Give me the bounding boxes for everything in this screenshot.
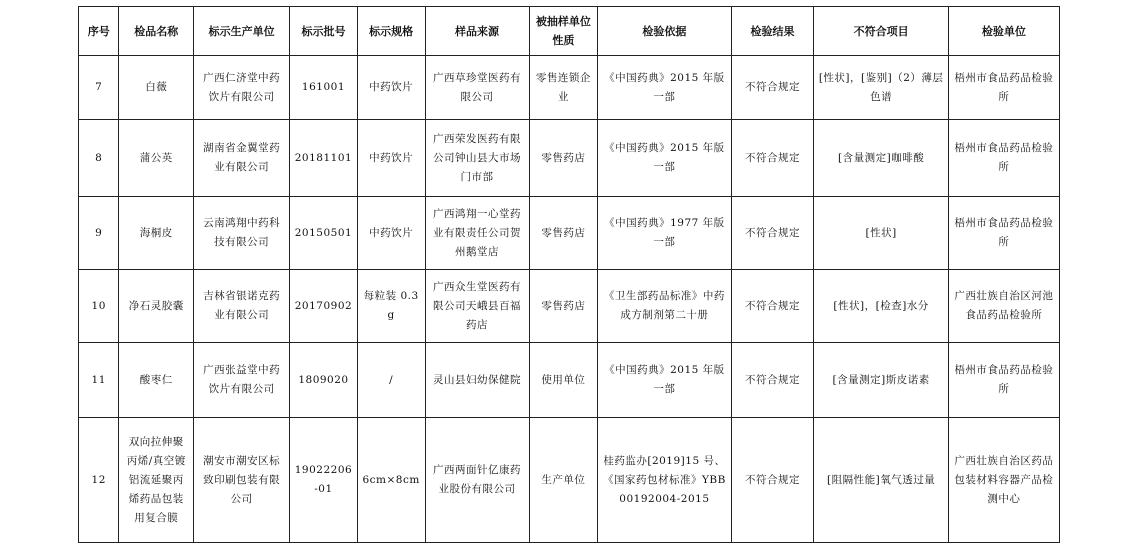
cell-lab: 广西壮族自治区药品包装材料容器产品检测中心 [948,418,1059,543]
header-nature: 被抽样单位性质 [529,7,598,56]
table-row [79,120,1060,197]
cell-maker: 湖南省金翼堂药业有限公司 [194,120,290,197]
cell-batch: 19022206-01 [290,418,358,543]
cell-lab: 梧州市食品药品检验所 [948,120,1059,197]
cell-spec: 每粒装 0.3g [357,270,425,343]
cell-lab: 广西壮族自治区河池食品药品检验所 [948,270,1059,343]
header-lab: 检验单位 [948,7,1059,56]
cell-name: 蒲公英 [119,120,194,197]
cell-name: 双向拉伸聚丙烯/真空镀铝流延聚丙烯药品包装用复合膜 [119,418,194,543]
cell-source: 广西鸿翔一心堂药业有限责任公司贺州鹅堂店 [425,197,529,270]
table-row [79,418,1060,543]
cell-nature: 零售药店 [529,270,598,343]
cell-result: 不符合规定 [731,120,814,197]
cell-name: 海桐皮 [119,197,194,270]
header-result: 检验结果 [731,7,814,56]
cell-source: 广西两面针亿康药业股份有限公司 [425,418,529,543]
header-row [79,7,1060,56]
cell-result: 不符合规定 [731,56,814,120]
cell-batch: 20170902 [290,270,358,343]
cell-maker: 潮安市潮安区标致印刷包装有限公司 [194,418,290,543]
header-source: 样品来源 [425,7,529,56]
table-row [79,270,1060,343]
cell-spec: 中药饮片 [357,56,425,120]
cell-nature: 零售连锁企业 [529,56,598,120]
cell-result: 不符合规定 [731,270,814,343]
cell-source: 灵山县妇幼保健院 [425,343,529,418]
cell-spec: 中药饮片 [357,120,425,197]
cell-source: 广西荣发医药有限公司钟山县大市场门市部 [425,120,529,197]
cell-name: 净石灵胶囊 [119,270,194,343]
cell-batch: 20150501 [290,197,358,270]
cell-basis: 《中国药典》2015 年版一部 [598,120,731,197]
cell-batch: 161001 [290,56,358,120]
cell-item: [阻隔性能]氧气透过量 [814,418,948,543]
cell-nature: 生产单位 [529,418,598,543]
cell-lab: 梧州市食品药品检验所 [948,197,1059,270]
cell-seq: 11 [79,343,119,418]
cell-item: [性状]，[鉴别]（2）薄层色谱 [814,56,948,120]
cell-basis: 《卫生部药品标准》中药成方制剂第二十册 [598,270,731,343]
cell-seq: 7 [79,56,119,120]
cell-maker: 广西仁济堂中药饮片有限公司 [194,56,290,120]
cell-spec: 中药饮片 [357,197,425,270]
cell-source: 广西众生堂医药有限公司天峨县百福药店 [425,270,529,343]
inspection-table [78,6,1060,543]
cell-name: 酸枣仁 [119,343,194,418]
cell-maker: 云南鸿翔中药科技有限公司 [194,197,290,270]
table-row [79,197,1060,270]
cell-name: 白薇 [119,56,194,120]
header-seq: 序号 [79,7,119,56]
table-row [79,343,1060,418]
cell-source: 广西草珍堂医药有限公司 [425,56,529,120]
cell-lab: 梧州市食品药品检验所 [948,343,1059,418]
cell-basis: 《中国药典》2015 年版一部 [598,343,731,418]
cell-nature: 使用单位 [529,343,598,418]
cell-item: [性状]，[检查]水分 [814,270,948,343]
cell-maker: 吉林省银诺克药业有限公司 [194,270,290,343]
header-spec: 标示规格 [357,7,425,56]
header-maker: 标示生产单位 [194,7,290,56]
cell-seq: 12 [79,418,119,543]
cell-item: [性状] [814,197,948,270]
cell-spec: / [357,343,425,418]
header-item: 不符合项目 [814,7,948,56]
cell-basis: 《中国药典》2015 年版一部 [598,56,731,120]
cell-seq: 10 [79,270,119,343]
table-row [79,56,1060,120]
header-basis: 检验依据 [598,7,731,56]
header-name: 检品名称 [119,7,194,56]
cell-nature: 零售药店 [529,120,598,197]
cell-spec: 6cm×8cm [357,418,425,543]
cell-batch: 20181101 [290,120,358,197]
cell-item: [含量测定]咖啡酸 [814,120,948,197]
header-batch: 标示批号 [290,7,358,56]
cell-maker: 广西张益堂中药饮片有限公司 [194,343,290,418]
cell-lab: 梧州市食品药品检验所 [948,56,1059,120]
cell-result: 不符合规定 [731,418,814,543]
cell-result: 不符合规定 [731,343,814,418]
cell-seq: 9 [79,197,119,270]
cell-basis: 《中国药典》1977 年版一部 [598,197,731,270]
cell-basis: 桂药监办[2019]15 号、《国家药包材标准》YBB00192004-2015 [598,418,731,543]
cell-batch: 1809020 [290,343,358,418]
cell-nature: 零售药店 [529,197,598,270]
cell-result: 不符合规定 [731,197,814,270]
cell-item: [含量测定]斯皮诺素 [814,343,948,418]
cell-seq: 8 [79,120,119,197]
